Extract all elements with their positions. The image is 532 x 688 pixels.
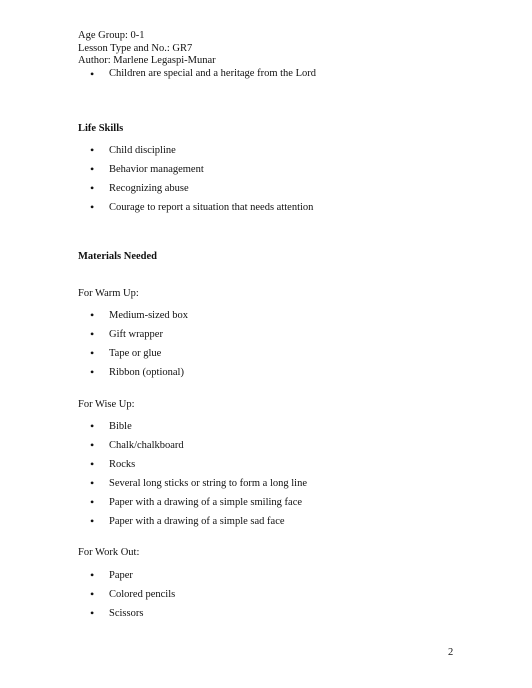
list-item: • Children are special and a heritage from the Lord xyxy=(78,68,316,81)
list-item: • Paper with a drawing of a simple sad face xyxy=(78,512,307,531)
warm-up-label: For Warm Up: xyxy=(78,288,139,299)
theme-list xyxy=(78,68,316,81)
section-heading: Life Skills xyxy=(78,123,124,134)
author: Author: Marlene Legaspi-Munar xyxy=(78,55,216,66)
section-heading: Materials Needed xyxy=(78,251,158,262)
list-item: • Behavior management xyxy=(78,160,313,179)
life-skills-section xyxy=(78,122,313,217)
list-item: • Scissors xyxy=(78,604,175,623)
materials-heading-block xyxy=(78,250,157,264)
life-skills-list xyxy=(78,141,313,217)
list-item: • Child discipline xyxy=(78,141,313,160)
list-item: • Gift wrapper xyxy=(78,325,188,344)
wise-up-section xyxy=(78,398,307,531)
list-item: • Medium-sized box xyxy=(78,306,188,325)
list-item: • Paper xyxy=(78,566,175,585)
list-item: • Tape or glue xyxy=(78,344,188,363)
list-item: • Ribbon (optional) xyxy=(78,363,188,382)
work-out-list xyxy=(78,566,175,623)
list-item: • Recognizing abuse xyxy=(78,179,313,198)
list-item: • Several long sticks or string to form a long line xyxy=(78,474,307,493)
wise-up-label: For Wise Up: xyxy=(78,399,135,410)
list-item: • Colored pencils xyxy=(78,585,175,604)
lesson-type: Lesson Type and No.: GR7 xyxy=(78,42,193,54)
wise-up-list xyxy=(78,417,307,531)
list-item: • Chalk/chalkboard xyxy=(78,436,307,455)
list-item: • Paper with a drawing of a simple smiling face xyxy=(78,493,307,512)
warm-up-list xyxy=(78,306,188,382)
work-out-label: For Work Out: xyxy=(78,547,140,558)
page-number: 2 xyxy=(448,647,454,658)
list-item: • Rocks xyxy=(78,455,307,474)
age-group: Age Group: 0-1 xyxy=(78,30,145,41)
list-item: • Courage to report a situation that needs attention xyxy=(78,198,313,217)
lesson-header xyxy=(78,30,316,80)
warm-up-section xyxy=(78,287,188,382)
list-item: • Bible xyxy=(78,417,307,436)
work-out-section xyxy=(78,546,175,623)
